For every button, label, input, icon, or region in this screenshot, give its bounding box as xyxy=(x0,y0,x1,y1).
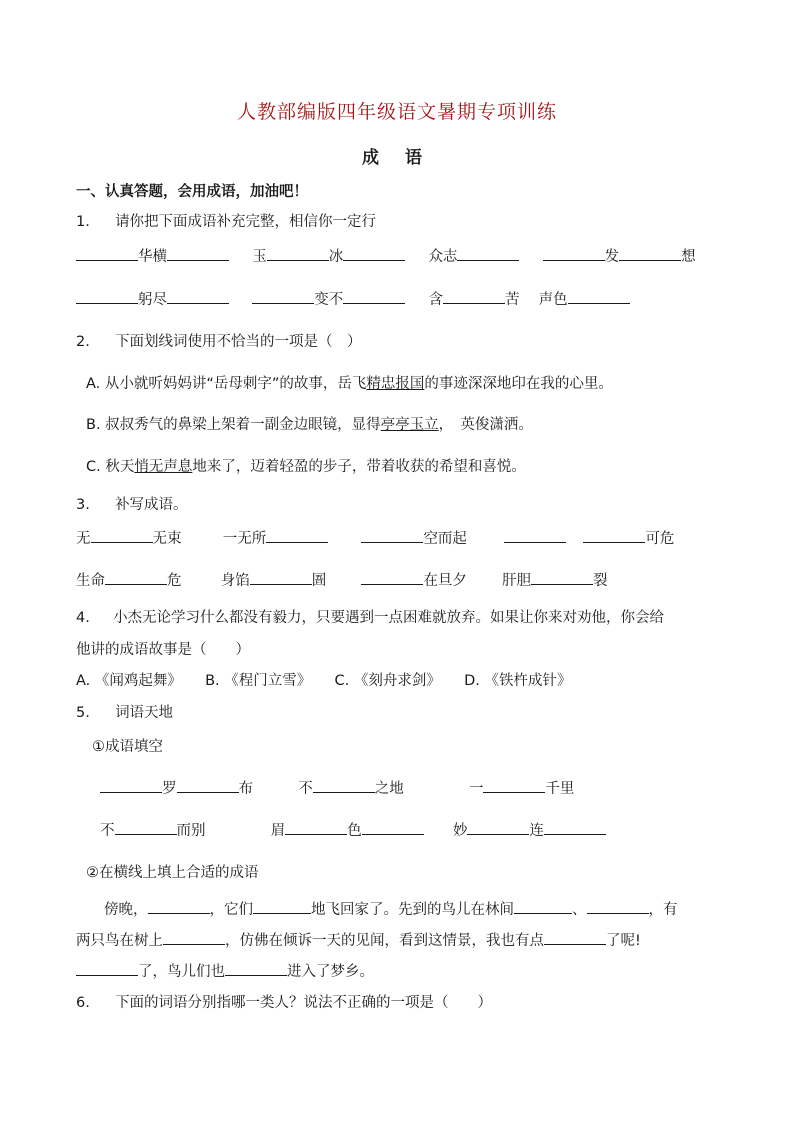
question-number: 2. xyxy=(76,334,90,350)
answer-blank[interactable] xyxy=(361,570,423,585)
answer-blank[interactable] xyxy=(362,820,424,835)
answer-blank[interactable] xyxy=(163,930,225,945)
q2-option-b: B. 叔叔秀气的鼻梁上架着一副金边眼镜，显得亭亭玉立， 英俊潇洒。 xyxy=(86,417,533,433)
option-c[interactable]: C. 《刻舟求剑》 xyxy=(334,673,441,689)
question-text: 下面的词语分别指哪一类人？说法不正确的一项是（ ） xyxy=(115,995,493,1011)
question-number: 1. xyxy=(76,214,90,230)
q4-options xyxy=(76,669,571,690)
answer-blank[interactable] xyxy=(619,246,681,261)
question-2 xyxy=(76,330,362,351)
answer-blank[interactable] xyxy=(343,289,405,304)
answer-blank[interactable] xyxy=(177,778,239,793)
q5-fill-row-1: 罗 布 不 之地 一 千里 xyxy=(100,777,574,798)
question-4 xyxy=(76,606,664,627)
page-subtitle: 成 语 xyxy=(362,148,432,168)
answer-blank[interactable] xyxy=(583,528,645,543)
answer-blank[interactable] xyxy=(76,289,138,304)
answer-blank[interactable] xyxy=(76,246,138,261)
option-a[interactable]: A. 《闻鸡起舞》 xyxy=(76,673,182,689)
q2-option-a: A. 从小就听妈妈讲“岳母刺字”的故事，岳飞精忠报国的事迹深深地印在我的心里。 xyxy=(86,376,613,392)
question-text: 词语天地 xyxy=(115,705,174,721)
question-text: 补写成语。 xyxy=(115,497,188,513)
underlined-idiom: 精忠报国 xyxy=(366,376,425,392)
answer-blank[interactable] xyxy=(483,778,545,793)
answer-blank[interactable] xyxy=(544,930,606,945)
answer-blank[interactable] xyxy=(167,289,229,304)
answer-blank[interactable] xyxy=(531,570,593,585)
question-number: 5. xyxy=(76,705,90,721)
q5-part-1-heading: ①成语填空 xyxy=(92,739,163,755)
answer-blank[interactable] xyxy=(443,289,505,304)
answer-blank[interactable] xyxy=(544,820,606,835)
answer-blank[interactable] xyxy=(105,570,167,585)
q1-fill-row-2: 躬尽 变不 含 苦 声色 xyxy=(76,288,630,309)
answer-blank[interactable] xyxy=(91,528,153,543)
answer-blank[interactable] xyxy=(115,820,177,835)
option-d[interactable]: D. 《铁杵成针》 xyxy=(464,673,572,689)
q5-paragraph-line-2: 两只鸟在树上 ，仿佛在倾诉一天的见闻，看到这情景，我也有点 了呢! xyxy=(76,929,641,950)
option-b[interactable]: B. 《程门立雪》 xyxy=(205,673,312,689)
question-number: 6. xyxy=(76,995,90,1011)
answer-blank[interactable] xyxy=(100,778,162,793)
answer-blank[interactable] xyxy=(587,899,649,914)
underlined-idiom: 悄无声息 xyxy=(134,459,193,475)
answer-blank[interactable] xyxy=(225,961,287,976)
answer-blank[interactable] xyxy=(504,528,566,543)
answer-blank[interactable] xyxy=(313,778,375,793)
section-heading: 一、认真答题，会用成语，加油吧！ xyxy=(76,184,308,200)
q3-fill-row-1: 无 无束 一无所 空而起 可危 xyxy=(76,527,674,548)
answer-blank[interactable] xyxy=(250,570,312,585)
question-4-cont: 他讲的成语故事是（ ） xyxy=(76,642,250,658)
answer-blank[interactable] xyxy=(361,528,423,543)
answer-blank[interactable] xyxy=(167,246,229,261)
answer-blank[interactable] xyxy=(543,246,605,261)
answer-blank[interactable] xyxy=(457,246,519,261)
question-1 xyxy=(76,210,376,231)
question-text: 下面划线词使用不恰当的一项是（ ） xyxy=(115,334,362,350)
answer-blank[interactable] xyxy=(514,899,572,914)
question-text: 小杰无论学习什么都没有毅力，只要遇到一点困难就放弃。如果让你来对劝他，你会给 xyxy=(113,610,665,626)
answer-blank[interactable] xyxy=(253,899,311,914)
answer-blank[interactable] xyxy=(267,246,329,261)
q5-paragraph-line-1: 傍晚， ，它们 地飞回家了。先到的鸟儿在林间 、 ，有 xyxy=(104,898,678,919)
q5-paragraph-line-3: 了，鸟儿们也 进入了梦乡。 xyxy=(76,960,374,981)
answer-blank[interactable] xyxy=(568,289,630,304)
question-text: 请你把下面成语补充完整，相信你一定行 xyxy=(115,214,377,230)
question-3 xyxy=(76,493,188,514)
answer-blank[interactable] xyxy=(285,820,347,835)
page-title: 人教部编版四年级语文暑期专项训练 xyxy=(236,101,557,123)
q1-fill-row-1: 华横 玉 冰 众志 发 想 xyxy=(76,245,696,266)
question-5 xyxy=(76,701,173,722)
question-number: 3. xyxy=(76,497,90,513)
answer-blank[interactable] xyxy=(467,820,529,835)
answer-blank[interactable] xyxy=(252,289,314,304)
answer-blank[interactable] xyxy=(148,899,210,914)
question-6 xyxy=(76,991,492,1012)
answer-blank[interactable] xyxy=(76,961,138,976)
q2-option-c: C. 秋天悄无声息地来了，迈着轻盈的步子，带着收获的希望和喜悦。 xyxy=(86,459,526,475)
underlined-idiom: 亭亭玉立 xyxy=(380,417,439,433)
answer-blank[interactable] xyxy=(343,246,405,261)
question-number: 4. xyxy=(76,610,90,626)
answer-blank[interactable] xyxy=(266,528,328,543)
q5-part-2-heading: ②在横线上填上合适的成语 xyxy=(86,865,259,881)
q3-fill-row-2: 生命 危 身馅 圄 在旦夕 肝胆 裂 xyxy=(76,569,608,590)
q5-fill-row-2: 不 而别 眉 色 妙 连 xyxy=(100,819,606,840)
